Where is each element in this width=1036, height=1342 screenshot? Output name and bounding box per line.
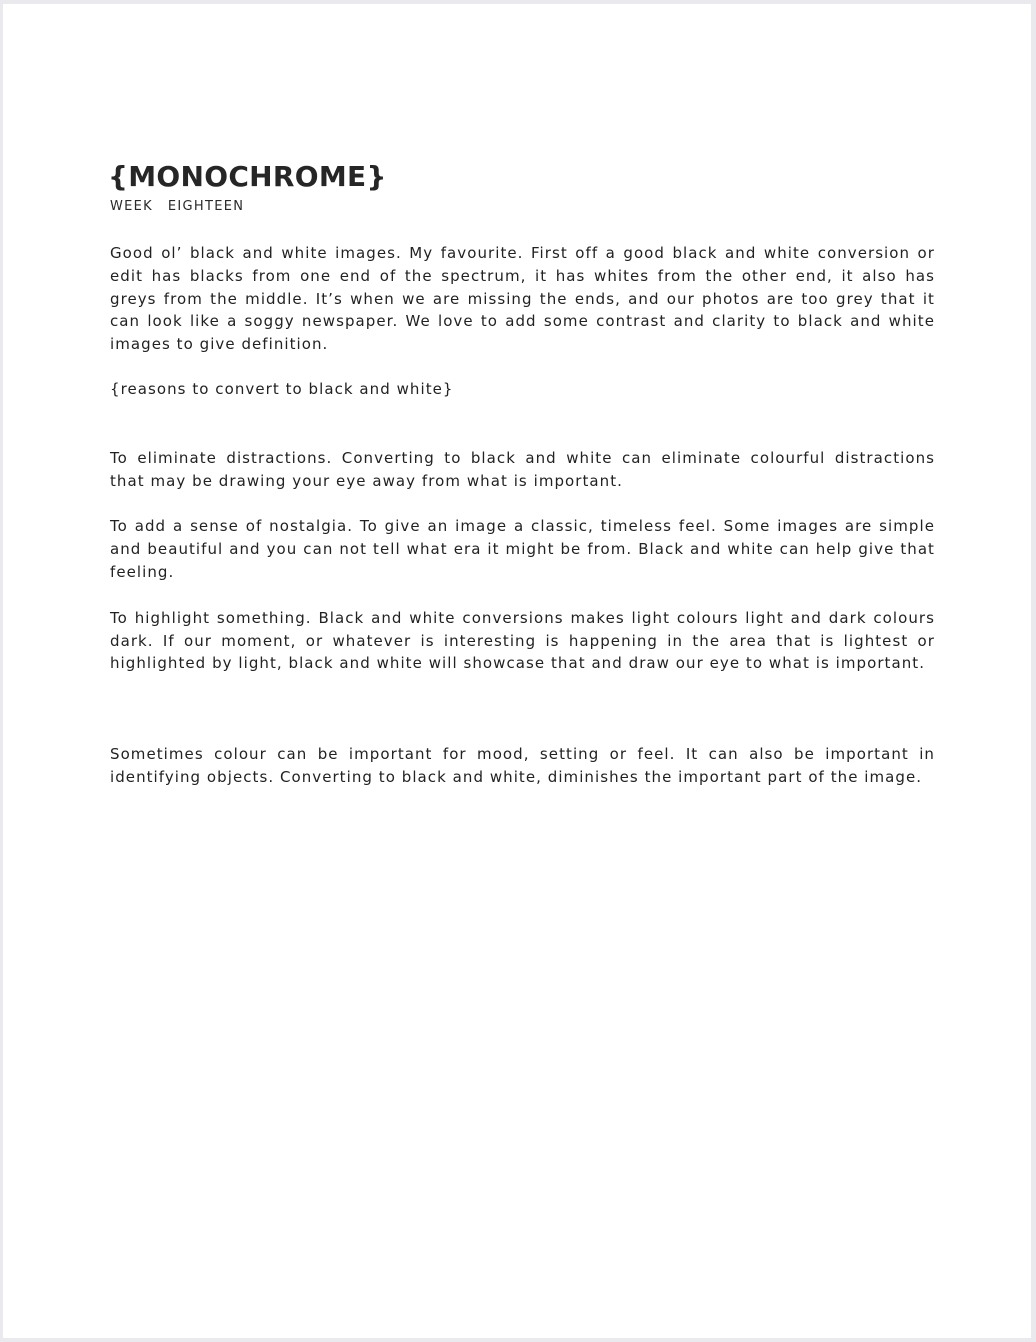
reason-paragraph: To eliminate distractions. Converting to black and white can eliminate colourful distractions that may be drawing your eye away from what is important. [110,448,935,490]
closing-paragraph: Sometimes colour can be important for mood, setting or feel. It can also be important in identifying objects. Converting to black and white, diminishes the important part of the image. [110,745,935,786]
document-page [3,4,1031,1338]
reason-paragraph: To add a sense of nostalgia. To give an image a classic, timeless feel. Some images are simple and beautiful and you can not tell what era it might be from. Black and white can help give that feeling. [110,517,935,581]
intro-paragraph: Good ol’ black and white images. My favourite. First off a good black and white conversion or edit has blacks from one end of the spectrum, it has whites from the other end, it also has greys from the middle. It’s when we are missing the ends, and our photos are too grey that it can look like a soggy newspaper. We love to add some contrast and clarity to black and white images to give definition. [110,244,935,354]
document-content [108,159,935,789]
section-heading: {reasons to convert to black and white} [110,379,454,398]
document-title: {MONOCHROME} [108,160,387,193]
document-subtitle: WEEK EIGHTEEN [110,199,245,214]
reason-paragraph: To highlight something. Black and white conversions makes light colours light and dark colours dark. If our moment, or whatever is interesting is happening in the area that is lightest or highlighted by light, black and white will showcase that and draw our eye to what is important. [110,608,935,673]
